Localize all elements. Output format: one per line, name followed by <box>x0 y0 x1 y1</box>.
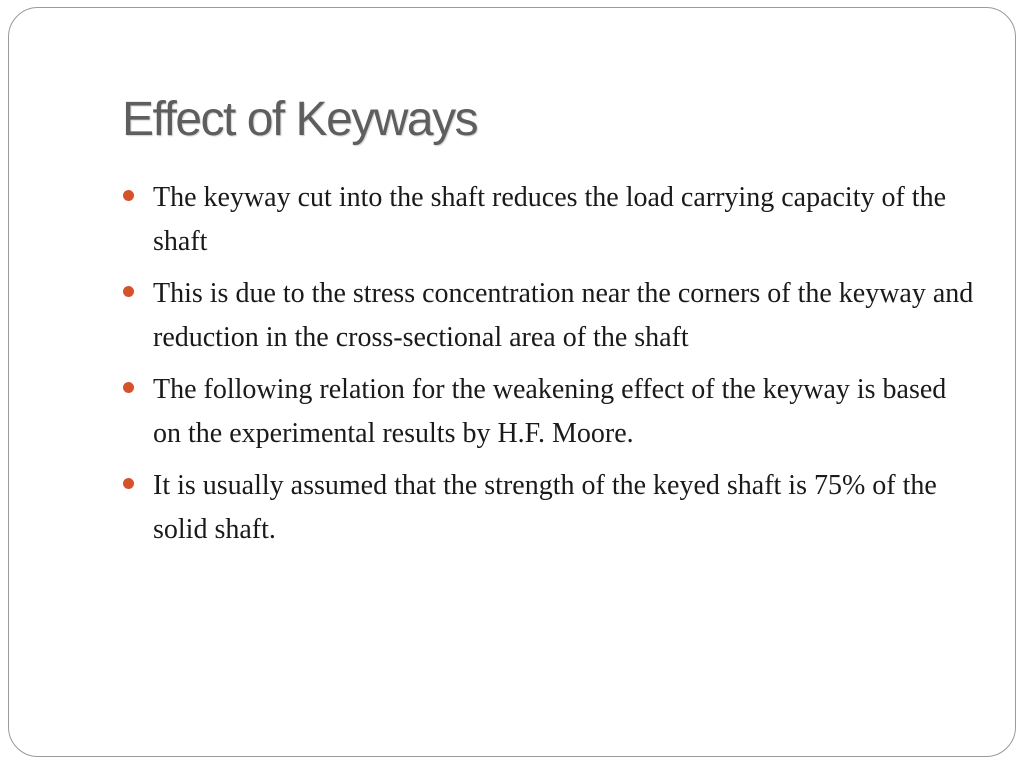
bullet-text: The following relation for the weakening effect of the keyway is based on the experimental results by H.F. Moore. <box>153 374 947 449</box>
list-item <box>121 464 981 552</box>
list-item <box>121 272 981 360</box>
slide-frame <box>8 7 1016 757</box>
slide-title: Effect of Keyways <box>122 93 478 146</box>
list-item <box>121 176 981 264</box>
bullet-list <box>121 176 981 560</box>
bullet-dot-icon <box>123 478 134 489</box>
bullet-text: The keyway cut into the shaft reduces the load carrying capacity of the shaft <box>153 182 947 257</box>
list-item <box>121 368 981 456</box>
bullet-dot-icon <box>123 190 134 201</box>
bullet-dot-icon <box>123 382 134 393</box>
bullet-text: This is due to the stress concentration near the corners of the keyway and reduction in the cross-sectional area of the shaft <box>153 278 974 353</box>
bullet-dot-icon <box>123 286 134 297</box>
bullet-text: It is usually assumed that the strength of the keyed shaft is 75% of the solid shaft. <box>153 470 937 545</box>
